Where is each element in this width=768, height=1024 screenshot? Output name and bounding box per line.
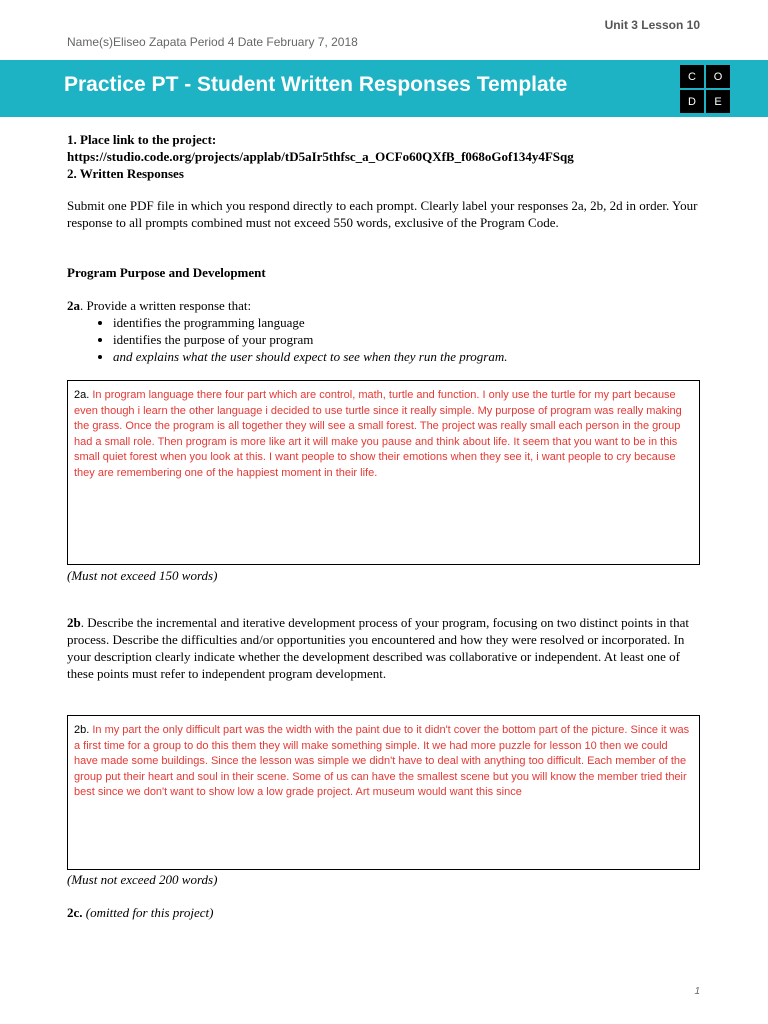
prompt-label: 2b bbox=[67, 615, 81, 630]
lesson-label: Unit 3 Lesson 10 bbox=[604, 18, 700, 32]
response-label: 2b. bbox=[74, 724, 90, 736]
prompt-2c bbox=[67, 904, 707, 921]
code-logo bbox=[680, 65, 730, 113]
response-box-2a[interactable] bbox=[67, 380, 700, 565]
bullet-item: • and explains what the user should expect to see when they run the program. bbox=[113, 348, 508, 365]
response-text: In my part the only difficult part was the width with the paint due to it didn't cover the bottom part of the picture. Since it was a first time for a group to do this them they will make something simple. It we had more puzzle for lesson 10 then we could have made some buildings. Since the lesson was simple we didn't have to deal with anything too difficult. Each member of the group put their heart and soul in their scene. Some of us can have the smallest scene but you will know the member tried their best since we don't want to show low a low grade project. Art museum would want this since bbox=[74, 724, 690, 798]
prompt-2a-bullets bbox=[67, 314, 508, 365]
prompt-label: 2c. bbox=[67, 905, 83, 920]
subheading: Program Purpose and Development bbox=[67, 265, 266, 280]
word-limit: (Must not exceed 200 words) bbox=[67, 872, 218, 887]
student-info: Name(s)Eliseo Zapata Period 4 Date February 7, 2018 bbox=[67, 35, 358, 49]
instructions: Submit one PDF file in which you respond directly to each prompt. Clearly label your responses 2a, 2b, 2d in order. Your response to all prompts combined must not exceed 550 words, exclusive of the Program Code. bbox=[67, 198, 698, 230]
response-label: 2a. bbox=[74, 389, 90, 401]
prompt-note: (omitted for this project) bbox=[85, 905, 214, 920]
bullet-item: • identifies the programming language bbox=[113, 314, 508, 331]
section-1-heading: 1. Place link to the project: bbox=[67, 132, 217, 147]
bullet-item: • identifies the purpose of your program bbox=[113, 331, 508, 348]
logo-letter: E bbox=[706, 90, 730, 113]
page-title: Practice PT - Student Written Responses Template bbox=[64, 73, 568, 96]
prompt-text: . Provide a written response that: bbox=[80, 298, 252, 313]
response-text: In program language there four part which are control, math, turtle and function. I only use the turtle for my part because even though i learn the other language i decided to use turtle since it really simple. My purpose of program was really making the grass. Once the program is all together they will see a small forest. The project was really small each person in the group had a small role. Then program is more like art it will make you pause and think about life. It seem that you want to be in this small quiet forest when you look at this. I want people to show their emotions when they see it, i want people to cry because they are remembering one of the happiest moment in their life. bbox=[74, 389, 682, 479]
logo-letter: C bbox=[680, 65, 704, 88]
prompt-label: 2a bbox=[67, 298, 80, 313]
project-link[interactable]: https://studio.code.org/projects/applab/tD5aIr5thfsc_a_OCFo60QXfB_f068oGof134y4FSqg bbox=[67, 149, 574, 164]
section-2-heading: 2. Written Responses bbox=[67, 166, 184, 181]
prompt-text: . Describe the incremental and iterative development process of your program, focusing on two distinct points in that process. Describe the difficulties and/or opportunities you encountered and how they were resolved or incorporated. In your description clearly indicate whether the development described was collaborative or independent. At least one of these points must refer to independent program development. bbox=[67, 615, 690, 681]
page-number: 1 bbox=[694, 986, 700, 997]
logo-letter: D bbox=[680, 90, 704, 113]
logo-letter: O bbox=[706, 65, 730, 88]
word-limit: (Must not exceed 150 words) bbox=[67, 568, 218, 583]
prompt-2a bbox=[67, 297, 707, 314]
prompt-2b bbox=[67, 614, 701, 682]
response-box-2b[interactable] bbox=[67, 715, 700, 870]
